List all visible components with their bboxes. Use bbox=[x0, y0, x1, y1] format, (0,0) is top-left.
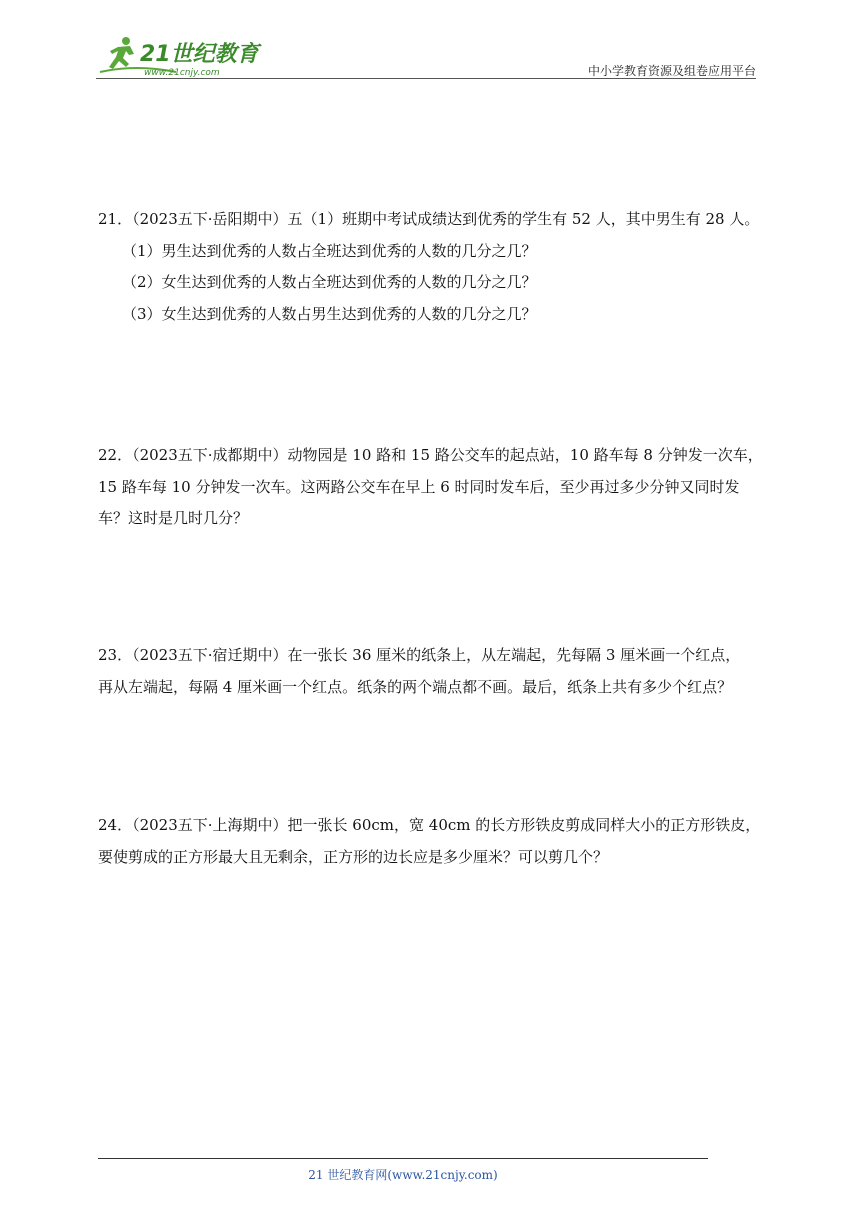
runner-icon bbox=[109, 37, 134, 69]
sub-question: （2）女生达到优秀的人数占全班达到优秀的人数的几分之几？ bbox=[122, 273, 537, 291]
question-line: 23．（2023五下·宿迁期中）在一张长 36 厘米的纸条上，从左端起，先每隔 3 厘米画一个红点， bbox=[98, 646, 741, 664]
platform-name: 中小学教育资源及组卷应用平台 bbox=[587, 64, 756, 78]
question-line: 15 路车每 10 分钟发一次车。这两路公交车在早上 6 时同时发车后，至少再过多少分钟又同时发 bbox=[98, 477, 740, 496]
header-divider bbox=[96, 78, 756, 79]
sub-question: （1）男生达到优秀的人数占全班达到优秀的人数的几分之几？ bbox=[122, 241, 537, 260]
question-22 bbox=[98, 440, 770, 535]
question-line: 24．（2023五下·上海期中）把一张长 60cm，宽 40cm 的长方形铁皮剪成同样大小的正方形铁皮， bbox=[98, 816, 761, 834]
question-24 bbox=[98, 810, 770, 873]
footer-link[interactable]: 21 世纪教育网(www.21cnjy.com) bbox=[308, 1168, 498, 1182]
site-logo bbox=[96, 34, 266, 78]
question-21 bbox=[98, 204, 770, 330]
question-line: 车？这时是几时几分？ bbox=[98, 509, 249, 527]
question-line: 21．（2023五下·岳阳期中）五（1）班期中考试成绩达到优秀的学生有 52 人，其中男生有 28 人。 bbox=[98, 210, 760, 228]
footer-divider bbox=[98, 1158, 708, 1159]
question-23 bbox=[98, 640, 770, 703]
question-line: 22．（2023五下·成都期中）动物园是 10 路和 15 路公交车的起点站，10 路车每 8 分钟发一次车， bbox=[98, 446, 763, 464]
logo-text: 21世纪教育 bbox=[140, 42, 259, 67]
logo-url-text: www.21cnjy.com bbox=[144, 68, 220, 78]
sub-question: （3）女生达到优秀的人数占男生达到优秀的人数的几分之几？ bbox=[122, 304, 537, 323]
question-line: 要使剪成的正方形最大且无剩余，正方形的边长应是多少厘米？可以剪几个？ bbox=[98, 847, 609, 866]
question-line: 再从左端起，每隔 4 厘米画一个红点。纸条的两个端点都不画。最后，纸条上共有多少个红点？ bbox=[98, 677, 733, 696]
